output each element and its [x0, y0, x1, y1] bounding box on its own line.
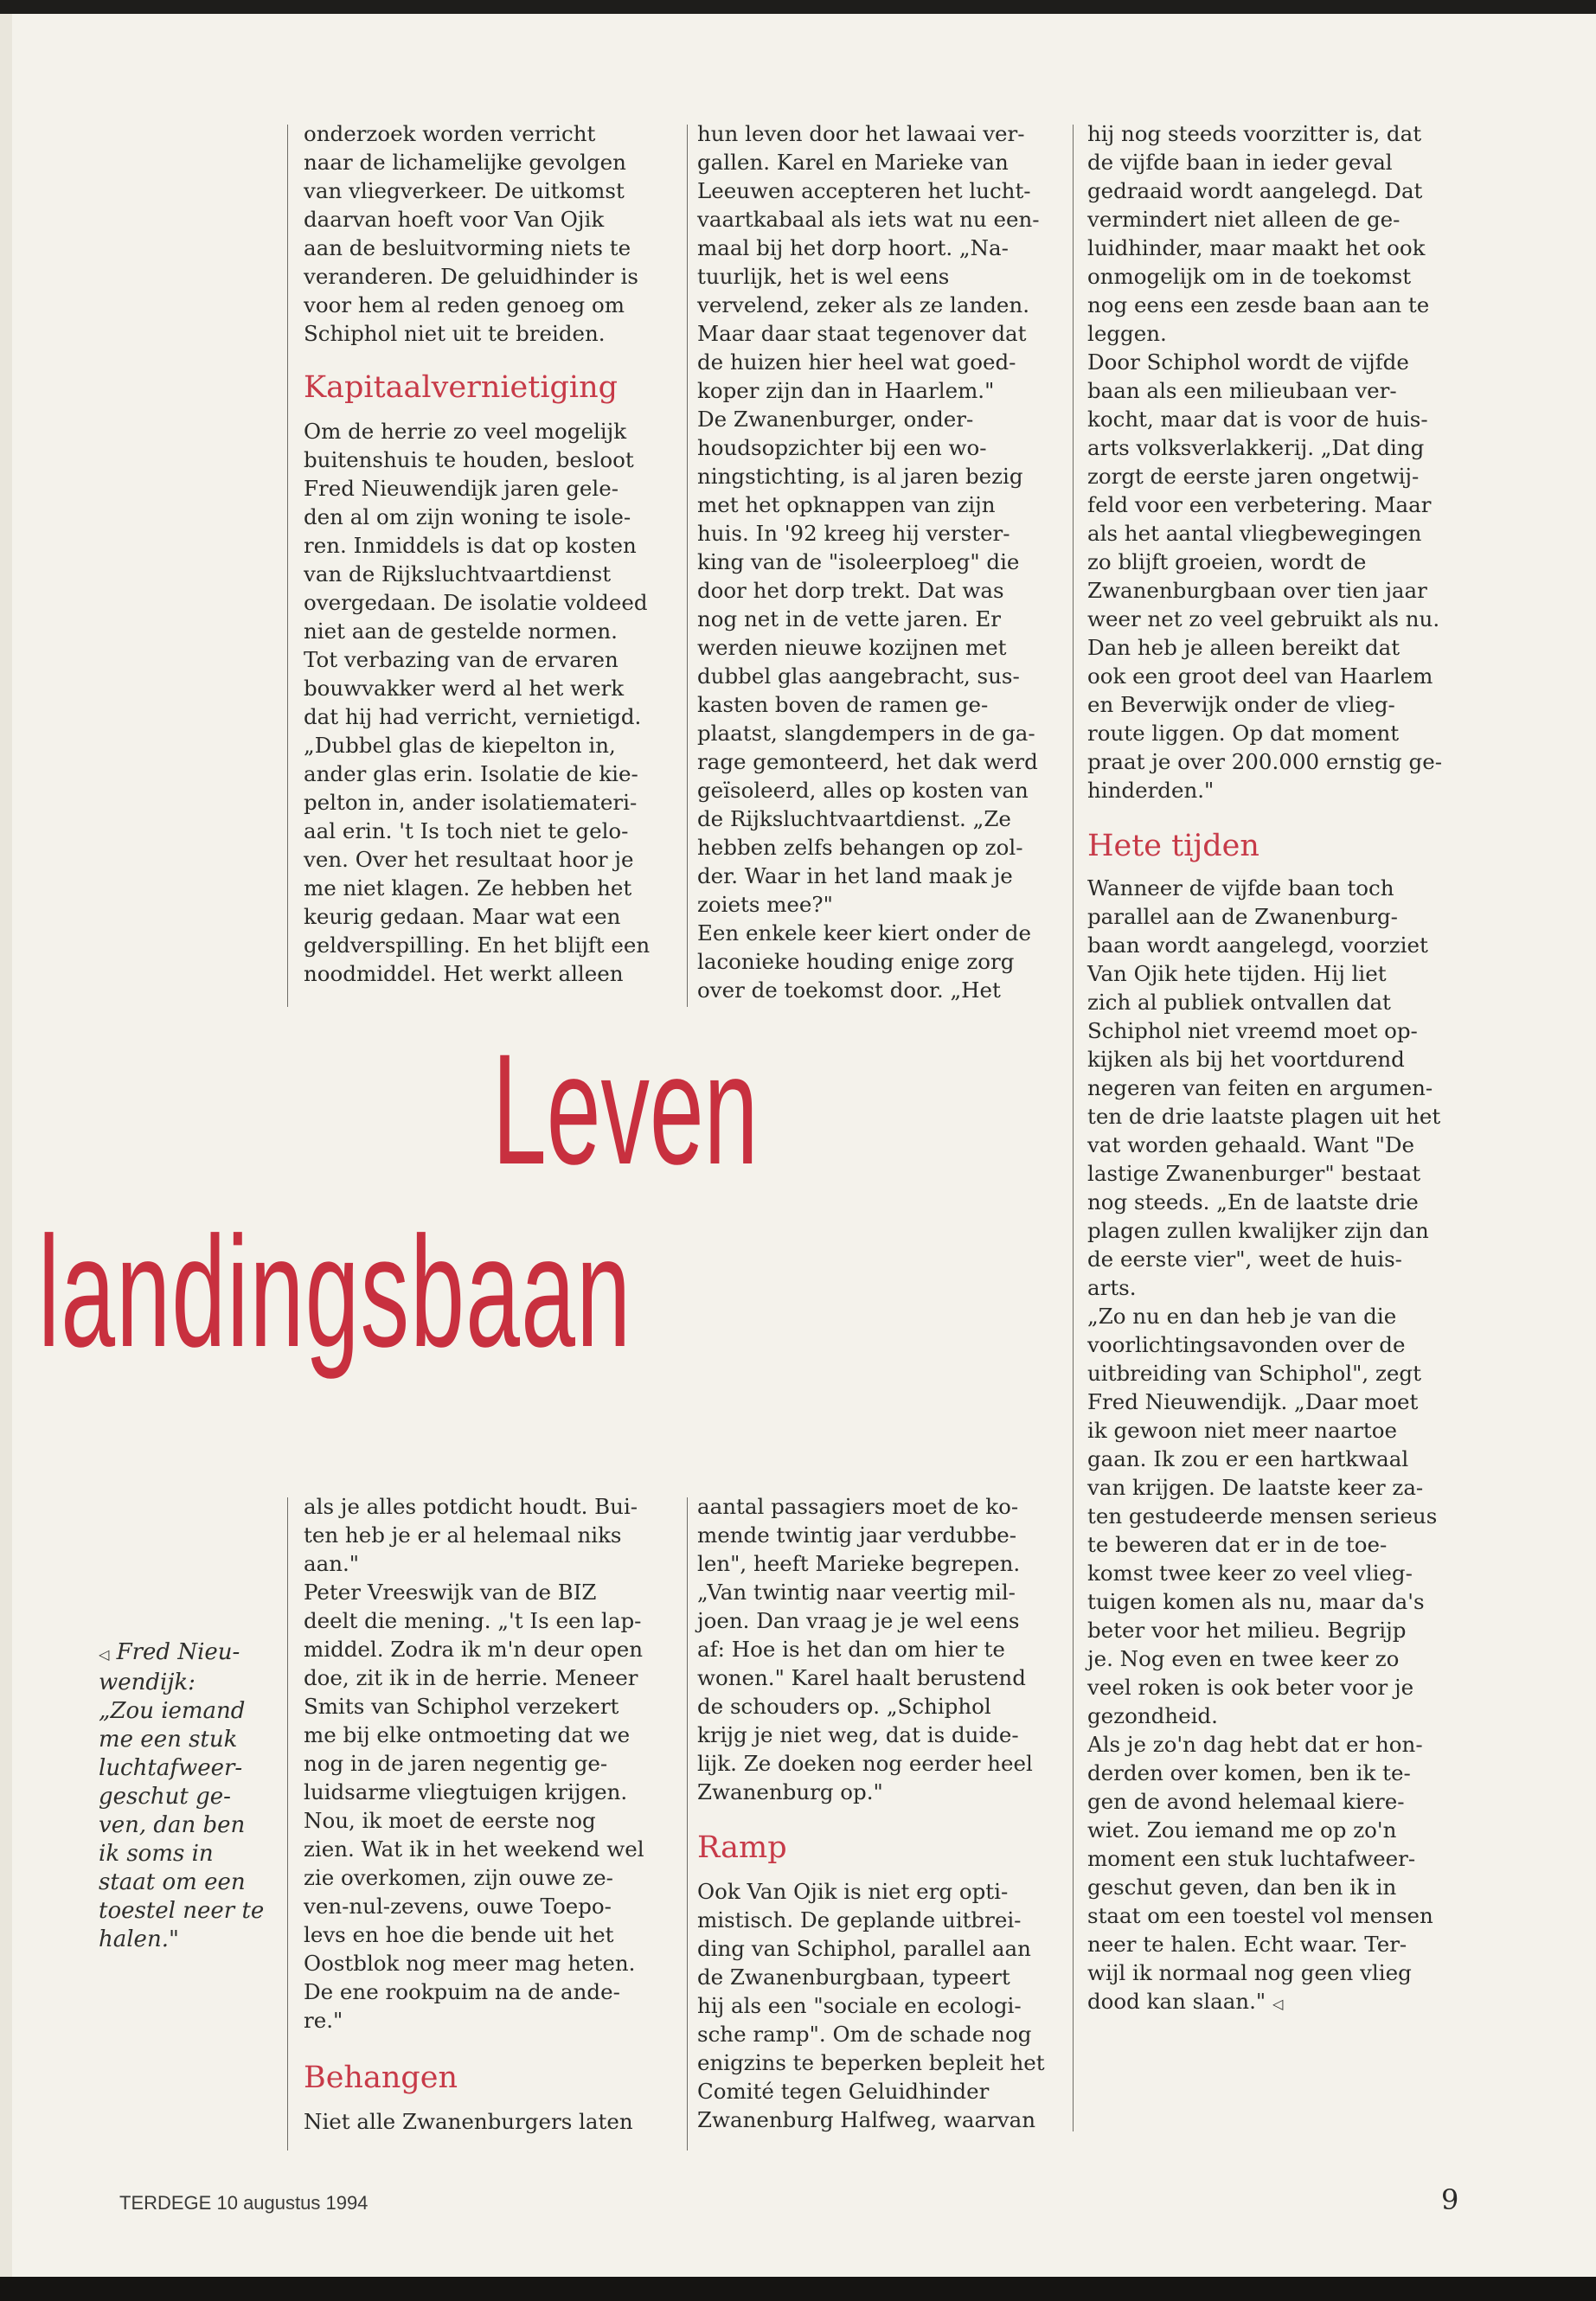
caption-text: Fred Nieu- wendijk: „Zou iemand me een stuk luchtafweer- geschut ge- ven, dan ben ik soms in staat om een toestel neer te halen." [99, 1639, 265, 1952]
title-landingsbaan: landingsbaan [38, 1203, 632, 1380]
caption-arrow-icon: ◁ [99, 1646, 110, 1663]
paragraph: Om de herrie zo veel mogelijk buitenshuis te houden, besloot Fred Nieuwendijk jaren gele- den al om zijn woning te isole- ren. Inmiddels is dat op kosten van de Rijksluchtvaartdienst overgedaan. De isolatie voldeed niet aan de gestelde normen. Tot verbazing van de ervaren bouwvakker werd al het werk dat hij had verricht, vernietigd. „Dubbel glas de kiepelton in, ander glas erin. Isolatie de kie- pelton in, ander isolatiemateri- aal erin. 't Is toch niet te gelo- ven. Over het resultaat hoor je me niet klagen. Ze hebben het keurig gedaan. Maar wat een geldverspilling. En het blijft een noodmiddel. Het werkt alleen [304, 419, 651, 986]
column-2-top [697, 119, 1065, 1004]
paragraph: Ook Van Ojik is niet erg opti- mistisch. De geplande uitbrei- ding van Schiphol, parallel aan de Zwanenburgbaan, typeert hij als een "sociale en ecologi- sche ramp". Om de schade nog enigzins te beperken bepleit het Comité tegen Geluidhinder Zwanenburg Halfweg, waarvan [697, 1879, 1045, 2132]
paragraph: onderzoek worden verricht naar de lichamelijke gevolgen van vliegverkeer. De uitkomst daarvan hoeft voor Van Ojik aan de besluitvorming niets te veranderen. De geluidhinder is voor hem al reden genoeg om Schiphol niet uit te breiden. [304, 121, 638, 346]
column-1-top [304, 119, 671, 988]
column-rule [687, 1497, 688, 2150]
column-2-bottom [697, 1492, 1065, 2134]
photo-caption [99, 1638, 285, 1954]
title-leven: Leven [492, 1021, 759, 1197]
column-rule [287, 1497, 288, 2150]
magazine-page [12, 14, 1596, 2277]
subheading-kapitaalvernietiging: Kapitaalvernietiging [304, 370, 619, 405]
paragraph-text: Wanneer de vijfde baan toch parallel aan de Zwanenburg- baan wordt aangelegd, voorziet Van Ojik hete tijden. Hij liet zich al publiek ontvallen dat Schiphol niet vreemd moet op- kijken als bij het voortdurend negeren van feiten en argumen- ten de drie laatste plagen uit het vat worden gehaald. Want "De lastige Zwanenburger" bestaat nog steeds. „En de laatste drie plagen zullen kwalijker zijn dan de eerste vier", weet de huis- arts. „Zo nu en dan heb je van die voorlichtingsavonden over de uitbreiding van Schiphol", zegt Fred Nieuwendijk. „Daar moet ik gewoon niet meer naartoe gaan. Ik zou er een hartkwaal van krijgen. De laatste keer za- ten gestudeerde mensen serieus te beweren dat er in de toe- komst twee keer zo veel vlieg- tuigen komen als nu, maar da's beter voor het milieu. Begrijp je. Nog even en twee keer zo veel roken is ook beter voor je gezondheid. Als je zo'n dag hebt dat er hon- derden over komen, ben ik te- gen de avond helemaal kiere- wiet. Zou iemand me op zo'n moment een stuk luchtafweer- geschut geven, dan ben ik in staat om een toestel vol mensen neer te halen. Echt waar. Ter- wijl ik normaal nog geen vlieg dood kan slaan." [1087, 875, 1441, 2014]
bottom-border [0, 2277, 1596, 2301]
subheading-hete-tijden: Hete tijden [1087, 829, 1259, 863]
paragraph: Niet alle Zwanenburgers laten [304, 2109, 633, 2134]
end-mark-icon: ◁ [1272, 1996, 1284, 2012]
column-rule [287, 125, 288, 1007]
top-border [0, 0, 1596, 14]
column-1-bottom [304, 1492, 671, 2136]
paragraph: aantal passagiers moet de ko- mende twintig jaar verdubbe- len", heeft Marieke begrepen. „Van twintig naar veertig mil- joen. Dan vraag je je wel eens af: Hoe is het dan om hier te wonen." Karel haalt berustend de schouders op. „Schiphol krijg je niet weg, dat is duide- lijk. Ze doeken nog eerder heel Zwanenburg op." [697, 1494, 1033, 1804]
subheading-ramp: Ramp [697, 1830, 787, 1865]
column-rule [1073, 125, 1074, 2131]
paragraph: als je alles potdicht houdt. Bui- ten heb je er al helemaal niks aan." Peter Vreeswijk van de BIZ deelt die mening. „'t Is een lap- middel. Zodra ik m'n deur open doe, zit ik in de herrie. Meneer Smits van Schiphol verzekert me bij elke ontmoeting dat we nog in de jaren negentig ge- luidsarme vliegtuigen krijgen. Nou, ik moet de eerste nog zien. Wat ik in het weekend wel zie overkomen, zijn ouwe ze- ven-nul-zevens, ouwe Toepo- levs en hoe die bende uit het Oostblok nog meer mag heten. De ene rookpuim na de ande- re." [304, 1494, 644, 2033]
magazine-name: TERDEGE [119, 2192, 212, 2214]
subheading-behangen: Behangen [304, 2061, 458, 2095]
issue-date: 10 augustus 1994 [216, 2192, 369, 2214]
column-rule [687, 125, 688, 1007]
paragraph: hij nog steeds voorzitter is, dat de vijfde baan in ieder geval gedraaid wordt aangelegd. Dat vermindert niet alleen de ge- luidhinder, maar maakt het ook onmogelijk om in de toekomst nog eens een zesde baan aan te leggen. Door Schiphol wordt de vijfde baan als een milieubaan ver- kocht, maar dat is voor de huis- arts volksverlakkerij. „Dat ding zorgt de eerste jaren ongetwij- feld voor een verbetering. Maar als het aantal vliegbewegingen zo blijft groeien, wordt de Zwanenburgbaan over tien jaar weer net zo veel gebruikt als nu. Dan heb je alleen bereikt dat ook een groot deel van Haarlem en Beverwijk onder de vlieg- route liggen. Op dat moment praat je over 200.000 ernstig ge- hinderden." [1087, 121, 1442, 803]
column-3 [1087, 119, 1468, 2018]
footer-magazine [119, 2192, 368, 2214]
paragraph: hun leven door het lawaai ver- gallen. Karel en Marieke van Leeuwen accepteren het lucht- vaartkabaal als iets wat nu een- maal bij het dorp hoort. „Na- tuurlijk, het is wel eens vervelend, zeker als ze landen. Maar daar staat tegenover dat de huizen hier heel wat goed- koper zijn dan in Haarlem." De Zwanenburger, onder- houdsopzichter bij een wo- ningstichting, is al jaren bezig met het opknappen van zijn huis. In '92 kreeg hij verster- king van de "isoleerploeg" die door het dorp trekt. Dat was nog net in de vette jaren. Er werden nieuwe kozijnen met dubbel glas aangebracht, sus- kasten boven de ramen ge- plaatst, slangdempers in de ga- rage gemonteerd, het dak werd geïsoleerd, alles op kosten van de Rijksluchtvaartdienst. „Ze hebben zelfs behangen op zol- der. Waar in het land maak je zoiets mee?" Een enkele keer kiert onder de laconieke houding enige zorg over de toekomst door. „Het [697, 121, 1040, 1003]
paragraph [1087, 874, 1468, 2018]
page-number: 9 [1441, 2183, 1459, 2216]
